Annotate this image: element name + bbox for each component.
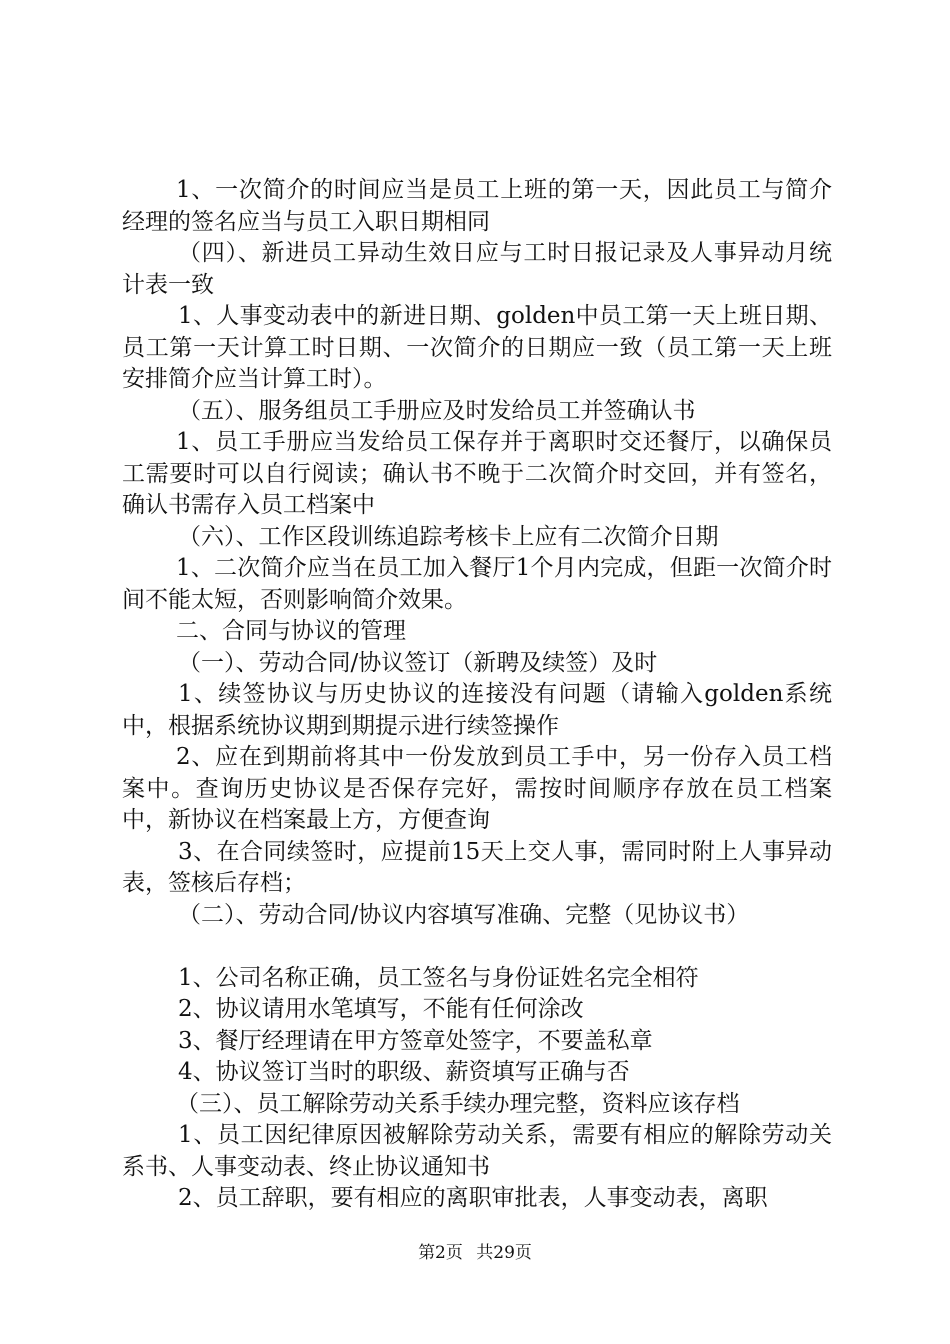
paragraph-4: 1、二次简介应当在员工加入餐厅1个月内完成，但距一次简介时间不能太短，否则影响简介效果。 — [122, 555, 832, 613]
paragraph-8: 1、公司名称正确，员工签名与身份证姓名完全相符 — [178, 964, 699, 991]
page-footer — [0, 1242, 950, 1264]
paragraph-10: 3、餐厅经理请在甲方签章处签字，不要盖私章 — [178, 1027, 653, 1054]
section-heading-6: （六）、工作区段训练追踪考核卡上应有二次简介日期 — [178, 523, 719, 550]
paragraph-13: 2、员工辞职，要有相应的离职审批表，人事变动表，离职 — [178, 1185, 768, 1211]
section-heading-3: （三）、员工解除劳动关系手续办理完整，资料应该存档 — [176, 1090, 740, 1117]
paragraph-11: 4、协议签订当时的职级、薪资填写正确与否 — [178, 1059, 630, 1085]
section-heading-1: （一）、劳动合同/协议签订（新聘及续签）及时 — [178, 649, 658, 676]
blank-line — [122, 931, 832, 963]
paragraph-12: 1、员工因纪律原因被解除劳动关系，需要有相应的解除劳动关系书、人事变动表、终止协议通知书 — [122, 1122, 832, 1180]
paragraph-3: 1、员工手册应当发给员工保存并于离职时交还餐厅，以确保员工需要时可以自行阅读；确认书不晚于二次简介时交回，并有签名，确认书需存入员工档案中 — [122, 429, 832, 518]
document-body — [122, 175, 832, 1215]
paragraph-6: 2、应在到期前将其中一份发放到员工手中，另一份存入员工档案中。查询历史协议是否保存完好，需按时间顺序存放在员工档案中，新协议在档案最上方，方便查询 — [122, 744, 832, 833]
paragraph-5: 1、续签协议与历史协议的连接没有问题（请输入golden系统中，根据系统协议期到期提示进行续签操作 — [122, 681, 832, 739]
paragraph-9: 2、协议请用水笔填写，不能有任何涂改 — [178, 996, 584, 1022]
page-total: 共29页 — [476, 1243, 532, 1263]
paragraph-2: 1、人事变动表中的新进日期、golden中员工第一天上班日期、员工第一天计算工时日期、一次简介的日期应一致（员工第一天上班安排简介应当计算工时）。 — [122, 303, 832, 392]
paragraph-7: 3、在合同续签时，应提前15天上交人事，需同时附上人事异动表，签核后存档； — [122, 838, 832, 896]
section-heading-2: （二）、劳动合同/协议内容填写准确、完整（见协议书） — [178, 901, 750, 928]
page-number: 第2页 — [418, 1243, 463, 1263]
section-heading-4: （四）、新进员工异动生效日应与工时日报记录及人事异动月统计表一致 — [122, 240, 832, 298]
section-heading-5: （五）、服务组员工手册应及时发给员工并签确认书 — [178, 397, 696, 424]
paragraph-1: 1、一次简介的时间应当是员工上班的第一天，因此员工与简介经理的签名应当与员工入职日期相同 — [122, 177, 832, 235]
chapter-heading-2: 二、合同与协议的管理 — [176, 618, 406, 644]
